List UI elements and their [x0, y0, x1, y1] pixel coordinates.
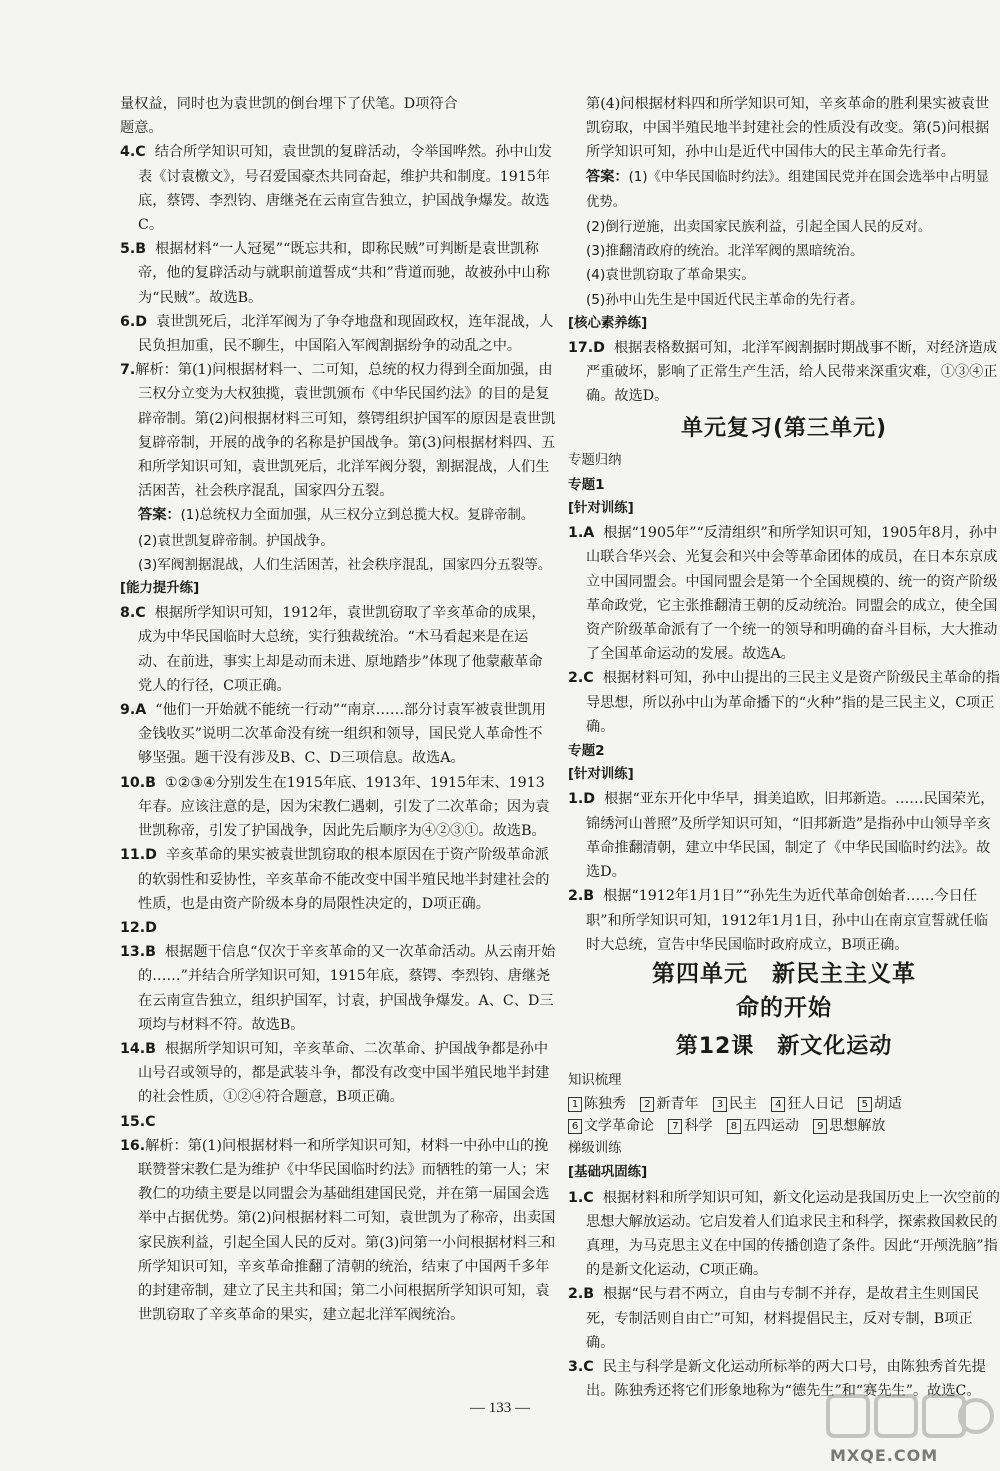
- answer-item: [568, 666, 1000, 739]
- item-number: 7.: [120, 362, 136, 379]
- item-number: 17.D: [568, 340, 605, 357]
- keyword-row: [568, 1115, 1000, 1137]
- item-text: 根据材料可知，孙中山提出的三民主义是资产阶级民主革命的指导思想，所以孙中山为革命播下的“火种”指的是三民主义，C项正确。: [586, 670, 1000, 735]
- left-column: [120, 92, 556, 1327]
- topic-2-label: 专题2: [568, 743, 605, 760]
- item-text: “他们一开始就不能统一行动”“南京……部分讨袁军被袁世凯用金钱收买”说明二次革命没有统一组织和领导，国民党人革命性不够坚强。题干没有涉及B、C、D三项信息。故选A。: [138, 702, 546, 767]
- watermark-url: MXQE.COM: [830, 1446, 939, 1465]
- item-number: 9.A: [120, 702, 147, 719]
- keyword: 1 陈独秀: [568, 1096, 626, 1112]
- item-number: 1.A: [568, 525, 595, 542]
- answer-item: [120, 843, 556, 916]
- item-number: 1.D: [568, 791, 596, 808]
- targeted-training-label: [针对训练]: [568, 501, 634, 517]
- answer-item: [568, 521, 1000, 666]
- answer-line: (5)孙中山先生是中国近代民主革命的先行者。: [586, 291, 864, 308]
- item-number: 10.B: [120, 774, 156, 791]
- item-number: 4.C: [120, 144, 146, 161]
- answer-item: [120, 698, 556, 771]
- continuation-line: 量权益，同时也为袁世凯的倒台埋下了伏笔。D项符合: [120, 96, 458, 112]
- answer-item: [568, 1282, 1000, 1355]
- keyword: 9 思想解放: [813, 1118, 885, 1134]
- item-text: 根据材料“一人冠冕”“既忘共和，即称民贼”可判断是袁世凯称帝，他的复辟活动与就职前道誓成“共和”背道而驰，故被孙中山称为“民贼”。故选B。: [138, 241, 550, 306]
- answer-item: [568, 1186, 1000, 1283]
- targeted-training-label: [针对训练]: [568, 767, 634, 783]
- answer-item: [120, 771, 556, 844]
- answer-item: [120, 310, 556, 358]
- answer-item: [568, 884, 1000, 957]
- answer-block: [568, 165, 1000, 215]
- answer-block: [120, 503, 556, 528]
- answer-item: [120, 1134, 556, 1328]
- keyword: 3 民主: [713, 1096, 757, 1112]
- item-number: 14.B: [120, 1040, 156, 1057]
- answer-line: (3)军阀割据混战，人们生活困苦，社会秩序混乱，国家四分五裂等。: [138, 556, 552, 573]
- answer-line: (2)倒行逆施，出卖国家民族利益，引起全国人民的反对。: [586, 219, 932, 236]
- answer-item: [120, 237, 556, 310]
- item-number: 11.D: [120, 847, 157, 864]
- answer-line: (4)袁世凯窃取了革命果实。: [586, 267, 755, 284]
- item-text: 袁世凯死后，北洋军阀为了争夺地盘和现固政权，连年混战，人民负担加重，民不聊生，中国陷入军阀割据纷争的动乱之中。: [138, 313, 554, 355]
- keyword: 6 文学革命论: [568, 1118, 654, 1134]
- basic-section-label: [基础巩固练]: [568, 1165, 648, 1181]
- item-number: 6.D: [120, 313, 148, 330]
- keyword-number: 2: [640, 1097, 654, 1112]
- keyword-row: [568, 1093, 1000, 1115]
- answer-line: (3)推翻清政府的统治。北洋军阀的黑暗统治。: [586, 243, 864, 260]
- item-number: 16.: [120, 1137, 146, 1154]
- keyword: 5 胡适: [858, 1096, 902, 1112]
- item-text: 根据“民与君不两立，自由与专制不并存，是故君主生则国民死，专制活则自由亡”可知，材料提倡民主，反对专制，B项正确。: [586, 1286, 980, 1351]
- item-text: 辛亥革命的果实被袁世凯窃取的根本原因在于资产阶级革命派的软弱性和妥协性，辛亥革命不能改变中国半殖民地半封建社会的性质，也是由资产阶级本身的局限性决定的，D项正确。: [138, 847, 550, 912]
- item-text: 根据“1905年”“反清组织”和所学知识可知，1905年8月，孙中山联合华兴会、光复会和兴中会等革命团体的成员，在日本东京成立中国同盟会。中国同盟会是第一个全国规模的、统一的资产阶级革命政党，它主张推翻清王朝的反动统治。同盟会的成立，使全国资产阶级革命派有了一个统一的领导和明确的奋斗目标，大大推动了全国革命运动的发展。故选A。: [586, 525, 998, 663]
- item-text: 民主与科学是新文化运动所标举的两大口号，由陈独秀首先提出。陈独秀还将它们形象地称为“德先生”和“赛先生”。故选C。: [586, 1358, 986, 1400]
- item-number: 1.C: [568, 1189, 594, 1206]
- keyword-number: 3: [713, 1097, 727, 1112]
- item-text: 解析：第(1)问根据材料一、二可知，总统的权力得到全面加强，由三权分立变为大权独揽，袁世凯颁布《中华民国约法》的目的是复辟帝制。第(2)问根据材料三可知，蔡锷组织护国军的原因是袁世凯复辟帝制，开展的战争的名称是护国战争。第(3)问根据材料四、五和所学知识可知，袁世凯死后，北洋军阀分裂，割据混战，人们生活困苦，社会秩序混乱，国家四分五裂。: [135, 362, 556, 500]
- answer-item: [120, 1110, 556, 1134]
- answer-item: [120, 916, 556, 940]
- answer-item: [568, 787, 1000, 884]
- item-text: 结合所学知识可知，袁世凯的复辟活动，令举国哗然。孙中山发表《讨袁檄文》，号召爱国豪杰共同奋起，维护共和制度。1915年底，蔡锷、李烈钧、唐继尧在云南宣告独立，护国战争爆发。故选C。: [138, 144, 552, 234]
- keyword: 2 新青年: [640, 1096, 698, 1112]
- item-text: 根据“亚东开化中华早，揖美追欧，旧邦新造。……民国荣光，锦绣河山普照”及所学知识可知，“旧邦新造”是指孙中山领导辛亥革命推翻清朝，建立中华民国，制定了《中华民国临时约法》。故选D。: [586, 791, 995, 881]
- item-number: 15.C: [120, 1113, 156, 1130]
- item-text: 根据表格数据可知，北洋军阀割据时期战事不断，对经济造成严重破坏，影响了正常生产生活，给人民带来深重灾难，①③④正确。故选D。: [586, 340, 998, 405]
- lesson-title: 第12课 新文化运动: [675, 1033, 893, 1059]
- keyword-number: 5: [858, 1097, 872, 1112]
- item-number: 2.B: [568, 888, 595, 905]
- answer-line: (2)袁世凯复辟帝制。护国战争。: [138, 532, 334, 549]
- topic-summary-label: 专题归纳: [568, 452, 622, 468]
- continuation-line: 题意。: [120, 120, 163, 137]
- answer-line: (1)《中华民国临时约法》。组建国民党并在国会选举中占明显优势。: [586, 169, 990, 210]
- keyword: 7 科学: [668, 1118, 712, 1134]
- item-text: 解析：第(1)问根据材料一和所学知识可知，材料一中孙中山的挽联赞誉宋教仁是为维护《中华民国临时约法》而牺牲的第一人；宋教仁的功绩主要是以同盟会为基础组建国民党，并在第一届国会选举中占据优势。第(2)问根据材料二可知，袁世凯为了称帝，出卖国家民族利益，引起全国人民的反对。第(3)问第一小问根据材料三和所学知识可知，辛亥革命推翻了清朝的统治，结束了中国两千多年的封建帝制，建立了民主共和国；第二小问根据所学知识可知，袁世凯窃取了辛亥革命的果实，建立起北洋军阀统治。: [138, 1137, 556, 1324]
- continuation-text: 第(4)问根据材料四和所学知识可知，辛亥革命的胜利果实被袁世凯窃取，中国半殖民地半封建社会的性质没有改变。第(5)问根据所学知识可知，孙中山是近代中国伟大的民主革命先行者。: [586, 96, 990, 161]
- item-number: 12.D: [120, 919, 157, 936]
- unit-review-title: 单元复习(第三单元): [680, 415, 888, 441]
- answer-item: [120, 940, 556, 1037]
- answer-label: 答案：: [138, 507, 181, 524]
- item-number: 13.B: [120, 944, 156, 961]
- topic-1-label: 专题1: [568, 476, 605, 493]
- unit-four-title: 第四单元 新民主主义革: [652, 960, 916, 987]
- item-text: 根据材料和所学知识可知，新文化运动是我国历史上一次空前的思想大解放运动。它启发着人们追求民主和科学，探索救国救民的真理，为马克思主义在中国的传播创造了条件。因此“开颅洗脑”指的是新文化运动，C项正确。: [586, 1189, 1000, 1279]
- ladder-title: 梯级训练: [568, 1141, 622, 1157]
- item-number: 2.B: [568, 1286, 595, 1303]
- keyword-number: 8: [727, 1119, 741, 1134]
- keyword-number: 7: [668, 1119, 682, 1134]
- keyword-number: 4: [771, 1097, 785, 1112]
- item-text: 根据题干信息“仅次于辛亥革命的又一次革命活动。从云南开始的……”并结合所学知识可知，1915年底，蔡锷、李烈钧、唐继尧在云南宣告独立，组织护国军，讨袁，护国战争爆发。A、C、D三项均与材料不符。故选B。: [138, 944, 556, 1033]
- answer-item: [120, 358, 556, 503]
- answer-line: (1)总统权力全面加强，从三权分立到总揽大权。复辟帝制。: [180, 508, 535, 524]
- item-number: 8.C: [120, 605, 146, 622]
- answer-item: [120, 601, 556, 698]
- keyword-number: 6: [568, 1119, 582, 1134]
- item-number: 2.C: [568, 670, 594, 687]
- keyword-number: 9: [813, 1119, 827, 1134]
- knowledge-title: 知识梳理: [568, 1072, 622, 1088]
- right-column: [568, 92, 1000, 1403]
- answer-item: [568, 336, 1000, 409]
- keyword: 4 狂人日记: [771, 1096, 843, 1112]
- item-text: ①②③④分别发生在1915年底、1913年、1915年末、1913年春。应该注意的是，因为宋教仁遇刺，引发了二次革命；因为袁世凯称帝，引发了护国战争，因此先后顺序为④②③①。故选B。: [138, 774, 550, 840]
- item-text: 根据所学知识可知，1912年，袁世凯窃取了辛亥革命的成果，成为中华民国临时大总统，实行独裁统治。“木马看起来是在运动、在前进，事实上却是动而未进、原地踏步”体现了他蒙蔽革命党人的行径，C项正确。: [138, 605, 546, 694]
- item-number: 3.C: [568, 1358, 594, 1375]
- page-number: — 133 —: [470, 1400, 530, 1416]
- item-text: 根据“1912年1月1日”“孙先生为近代革命创始者……今日任职”和所学知识可知，1912年1月1日，孙中山在南京宣誓就任临时大总统，宣告中华民国临时政府成立，B项正确。: [586, 888, 988, 953]
- item-number: 5.B: [120, 241, 147, 258]
- unit-four-title-line2: 命的开始: [736, 994, 832, 1021]
- keyword: 8 五四运动: [727, 1118, 799, 1134]
- section-core: [核心素养练]: [568, 315, 648, 331]
- item-text: 根据所学知识可知，辛亥革命、二次革命、护国战争都是孙中山号召或领导的，都是武装斗争，都没有改变中国半殖民地半封建的社会性质，①②④符合题意，B项正确。: [138, 1040, 550, 1106]
- keyword-number: 1: [568, 1097, 582, 1112]
- answer-item: [120, 1037, 556, 1110]
- answer-item: [120, 140, 556, 237]
- answer-label: 答案：: [586, 168, 629, 185]
- section-ability: [能力提升练]: [120, 581, 200, 597]
